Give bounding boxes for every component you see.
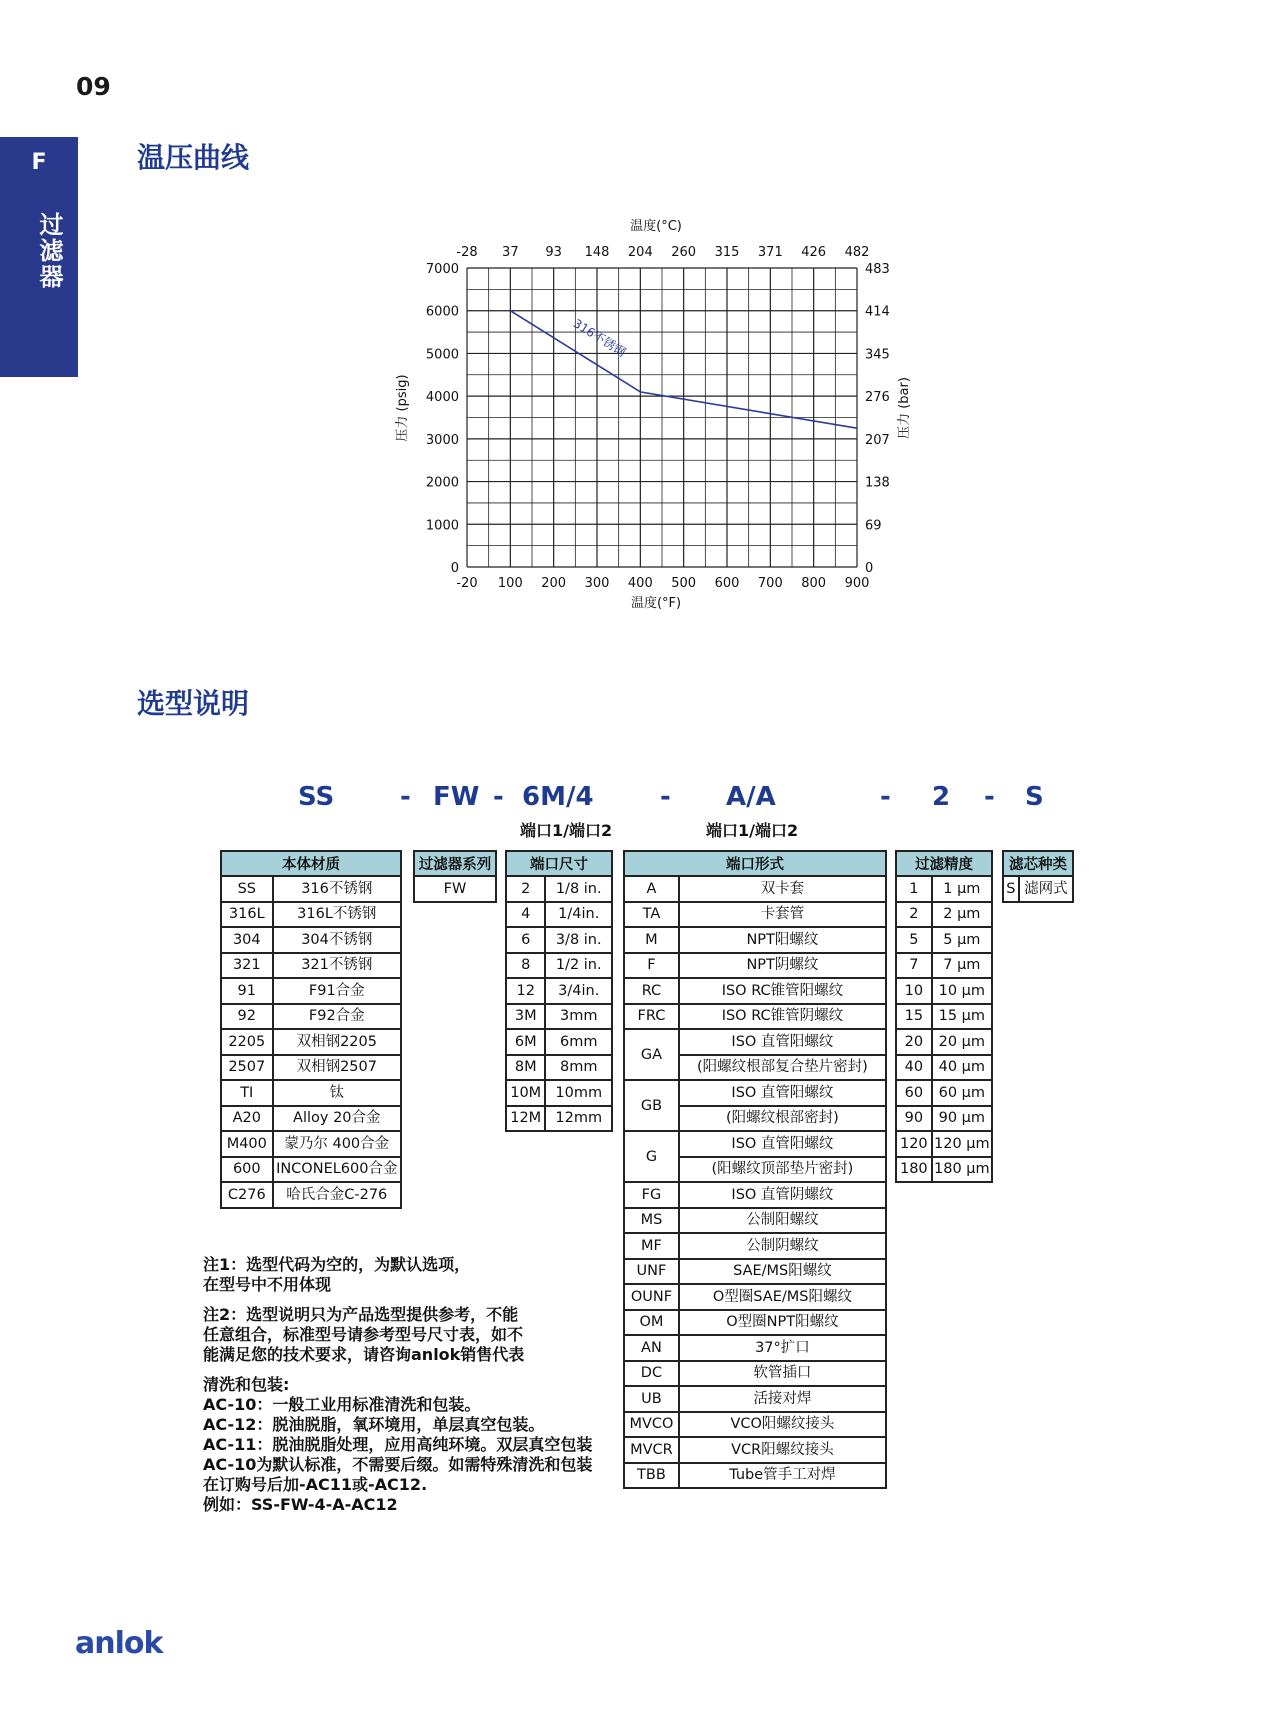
description-cell: Tube管手工对焊 [679,1463,886,1489]
model-code-precision: 2 [932,782,951,812]
model-code-sep: - [984,782,995,812]
table-row [624,1386,886,1412]
description-cell: 316L不锈钢 [273,902,401,928]
table-row [624,1233,886,1259]
description-cell: 321不锈钢 [273,953,401,979]
code-cell: M [624,927,679,953]
description-cell: 40 μm [932,1055,992,1081]
table-row [896,902,992,928]
brand-logo: anlok [75,1626,163,1661]
code-cell: 316L [221,902,273,928]
x-tick-label: 100 [497,576,523,591]
code-cell: MF [624,1233,679,1259]
table-row [896,1106,992,1132]
table-row [624,1463,886,1489]
code-cell: 10 [896,978,932,1004]
model-code-port: A/A [726,782,776,812]
x-tick-label: 900 [844,576,870,591]
note-line: 注1：选型代码为空的，为默认选项， [203,1255,471,1274]
description-cell: 钛 [273,1080,401,1106]
filter-precision-table [895,850,993,1183]
note-2 [203,1305,623,1365]
description-cell: 37°扩口 [679,1335,886,1361]
description-cell: O型圈SAE/MS阳螺纹 [679,1284,886,1310]
description-cell: 3/8 in. [545,927,612,953]
description-cell: 活接对焊 [679,1386,886,1412]
code-cell: G [624,1131,679,1182]
x-tick-label: 200 [541,576,567,591]
y2-tick-label: 0 [865,561,874,576]
description-cell: 5 μm [932,927,992,953]
code-cell: 12M [506,1106,545,1132]
table-row [221,1029,401,1055]
y-tick-label: 3000 [425,432,459,448]
notes-block [203,1255,623,1525]
y-tick-labels [426,262,459,576]
description-cell: 蒙乃尔 400合金 [273,1131,401,1157]
size-sub-label: 端口1/端口2 [520,821,613,840]
series-label: 316不锈钢 [570,316,629,360]
x2-tick-label: 204 [627,245,653,260]
description-cell: 10mm [545,1080,612,1106]
port-type-table [623,850,887,1489]
port-size-table [505,850,613,1132]
description-cell: VCR阳螺纹接头 [679,1437,886,1463]
description-cell: 10 μm [932,978,992,1004]
table-row [506,1004,612,1030]
description-cell: NPT阳螺纹 [679,927,886,953]
table-row [221,1004,401,1030]
description-cell: 公制阳螺纹 [679,1208,886,1234]
model-code-series: FW [433,782,480,812]
description-cell: 双相钢2205 [273,1029,401,1055]
description-cell: 15 μm [932,1004,992,1030]
x2-tick-label: 93 [545,245,562,260]
note-line: 注2：选型说明只为产品选型提供参考，不能 [203,1305,519,1324]
table-row [624,1310,886,1336]
code-cell: 6M [506,1029,545,1055]
table-row [896,1157,992,1183]
description-cell: 6mm [545,1029,612,1055]
table-row [221,953,401,979]
description-cell: 软管插口 [679,1361,886,1387]
table-row [221,902,401,928]
table-header: 端口尺寸 [506,851,612,876]
table-row [624,1259,886,1285]
code-cell: 10M [506,1080,545,1106]
x-tick-label: 800 [801,576,827,591]
description-cell: 180 μm [932,1157,992,1183]
note-line: 在型号中不用体现 [203,1275,332,1294]
code-cell: A20 [221,1106,273,1132]
x-tick-labels [456,576,869,591]
curve-section-title: 温压曲线 [137,141,250,174]
table-row [624,902,886,928]
x2-tick-label: -28 [456,245,478,260]
code-cell: AN [624,1335,679,1361]
y2-tick-label: 276 [865,390,890,406]
code-cell: GB [624,1080,679,1131]
table-row [624,1361,886,1387]
x-tick-label: 300 [584,576,610,591]
code-cell: 15 [896,1004,932,1030]
code-cell: MVCO [624,1412,679,1438]
model-code-sep: - [493,782,504,812]
description-cell: ISO 直管阴螺纹 [679,1182,886,1208]
code-cell: DC [624,1361,679,1387]
side-tab-label: 过滤器 [35,212,63,290]
note-line: 能满足您的技术要求，请咨询anlok销售代表 [203,1345,525,1364]
element-type-table [1002,850,1074,903]
code-cell: 120 [896,1131,932,1157]
x2-tick-label: 315 [714,245,740,260]
description-cell: 316不锈钢 [273,876,401,902]
description-cell: 12mm [545,1106,612,1132]
description-cell: 90 μm [932,1106,992,1132]
model-code-size: 6M/4 [522,782,594,812]
table-row [896,1029,992,1055]
description-cell: SAE/MS阳螺纹 [679,1259,886,1285]
model-code-material: SS [298,782,335,812]
code-cell: 5 [896,927,932,953]
x-tick-label: 500 [671,576,697,591]
description-cell: O型圈NPT阳螺纹 [679,1310,886,1336]
code-cell: 8M [506,1055,545,1081]
note-line: AC-10：一般工业用标准清洗和包装。 [203,1395,481,1414]
table-row [896,927,992,953]
note-line: 在订购号后加-AC11或-AC12. [203,1475,428,1494]
description-cell: 2 μm [932,902,992,928]
x2-tick-label: 148 [584,245,610,260]
table-row [624,953,886,979]
x-tick-label: 700 [757,576,783,591]
description-cell: 20 μm [932,1029,992,1055]
table-row [221,1080,401,1106]
table-row [624,1029,886,1055]
code-cell: C276 [221,1182,273,1208]
table-row [624,876,886,902]
description-cell: 公制阴螺纹 [679,1233,886,1259]
code-cell: 2 [896,902,932,928]
description-cell: 1/2 in. [545,953,612,979]
description-cell: 1 μm [932,876,992,902]
description-cell: NPT阴螺纹 [679,953,886,979]
description-cell: INCONEL600合金 [273,1157,401,1183]
code-cell: 40 [896,1055,932,1081]
code-cell: SS [221,876,273,902]
table-row [624,1004,886,1030]
table-row [624,927,886,953]
table-row [506,927,612,953]
table-row [506,902,612,928]
table-row [506,978,612,1004]
code-cell: FW [414,876,496,902]
code-cell: 90 [896,1106,932,1132]
x2-tick-label: 482 [844,245,870,260]
table-row [506,1029,612,1055]
y-tick-label: 5000 [425,347,459,363]
y-tick-label: 2000 [425,475,459,491]
model-code-sep: - [660,782,671,812]
code-cell: 12 [506,978,545,1004]
x2-tick-labels [456,245,869,260]
code-cell: A [624,876,679,902]
description-cell: ISO RC锥管阴螺纹 [679,1004,886,1030]
model-code-element: S [1025,782,1044,812]
table-row [624,1412,886,1438]
code-cell: M400 [221,1131,273,1157]
y2-tick-label: 345 [865,347,890,363]
table-row [896,1131,992,1157]
filter-series-table [413,850,497,903]
table-row [624,1437,886,1463]
code-cell: MS [624,1208,679,1234]
code-cell: 60 [896,1080,932,1106]
description-detail-cell: (阳螺纹根部复合垫片密封) [679,1055,886,1081]
code-cell: MVCR [624,1437,679,1463]
table-row [221,1131,401,1157]
table-row [624,1335,886,1361]
y-axis-label: 压力 (psig) [395,374,410,442]
code-cell: 600 [221,1157,273,1183]
code-cell: 304 [221,927,273,953]
port-sub-label: 端口1/端口2 [706,821,799,840]
table-row [221,978,401,1004]
table-row [896,876,992,902]
x2-tick-label: 371 [757,245,783,260]
description-cell: Alloy 20合金 [273,1106,401,1132]
code-cell: 8 [506,953,545,979]
code-cell: 92 [221,1004,273,1030]
table-row [624,1208,886,1234]
table-row [896,1004,992,1030]
body-material-table [220,850,402,1209]
code-cell: 2 [506,876,545,902]
table-row [506,1055,612,1081]
table-row [221,1055,401,1081]
table-header: 本体材质 [221,851,401,876]
y-tick-label: 4000 [425,390,459,406]
x-axis-label: 温度(°F) [630,596,682,611]
table-row [624,1284,886,1310]
table-row [1003,876,1073,902]
code-cell: F [624,953,679,979]
x-tick-label: -20 [456,576,478,591]
description-cell: ISO 直管阳螺纹 [679,1080,886,1106]
note-line: 例如：SS-FW-4-A-AC12 [203,1495,398,1514]
code-cell: FRC [624,1004,679,1030]
code-cell: 2205 [221,1029,273,1055]
description-cell: ISO 直管阳螺纹 [679,1131,886,1157]
table-row [896,1055,992,1081]
description-cell: 双卡套 [679,876,886,902]
note-line: AC-12：脱油脱脂，氧环境用，单层真空包装。 [203,1415,545,1434]
y2-tick-labels [865,262,890,576]
code-cell: S [1003,876,1019,902]
table-row [221,927,401,953]
chart-grid [467,268,857,567]
table-row [506,1106,612,1132]
description-cell: 1/8 in. [545,876,612,902]
x2-tick-label: 260 [671,245,697,260]
description-cell: 卡套管 [679,902,886,928]
table-row [414,876,496,902]
code-cell: 91 [221,978,273,1004]
code-cell: 180 [896,1157,932,1183]
code-cell: RC [624,978,679,1004]
y-tick-label: 6000 [425,304,459,320]
table-row [896,978,992,1004]
code-cell: TI [221,1080,273,1106]
table-row [221,1106,401,1132]
table-row [221,876,401,902]
model-code-sep: - [400,782,411,812]
note-line: 清洗和包装: [203,1375,290,1394]
code-cell: 20 [896,1029,932,1055]
code-cell: UNF [624,1259,679,1285]
table-row [506,876,612,902]
y-tick-label: 0 [450,561,459,576]
table-header: 过滤精度 [896,851,992,876]
table-row [506,953,612,979]
table-row [896,953,992,979]
note-line: AC-11：脱油脱脂处理，应用高纯环境。双层真空包装 [203,1435,593,1454]
code-cell: 2507 [221,1055,273,1081]
code-cell: OM [624,1310,679,1336]
description-cell: 1/4in. [545,902,612,928]
code-cell: TBB [624,1463,679,1489]
model-code-sep: - [880,782,891,812]
x-tick-label: 400 [627,576,653,591]
x2-tick-label: 426 [801,245,827,260]
description-cell: F91合金 [273,978,401,1004]
table-header: 滤芯种类 [1003,851,1073,876]
code-cell: 6 [506,927,545,953]
description-cell: VCO阳螺纹接头 [679,1412,886,1438]
description-cell: 哈氏合金C-276 [273,1182,401,1208]
table-row [896,1080,992,1106]
description-cell: 304不锈钢 [273,927,401,953]
description-cell: 滤网式 [1019,876,1073,902]
code-cell: 4 [506,902,545,928]
table-header: 过滤器系列 [414,851,496,876]
code-cell: 3M [506,1004,545,1030]
y2-axis-label: 压力 (bar) [897,377,912,439]
code-cell: GA [624,1029,679,1080]
code-cell: FG [624,1182,679,1208]
code-cell: TA [624,902,679,928]
code-cell: 7 [896,953,932,979]
note-1 [203,1255,623,1295]
description-detail-cell: (阳螺纹顶部垫片密封) [679,1157,886,1183]
code-cell: 1 [896,876,932,902]
y2-tick-label: 69 [865,518,882,534]
table-row [221,1182,401,1208]
description-cell: 3/4in. [545,978,612,1004]
y-tick-label: 7000 [425,262,459,277]
cleaning-note [203,1375,623,1515]
description-cell: 3mm [545,1004,612,1030]
description-cell: F92合金 [273,1004,401,1030]
code-cell: UB [624,1386,679,1412]
table-row [624,1131,886,1157]
table-row [506,1080,612,1106]
description-cell: 7 μm [932,953,992,979]
code-cell: 321 [221,953,273,979]
table-row [221,1157,401,1183]
note-line: AC-10为默认标准，不需要后缀。如需特殊清洗和包装 [203,1455,593,1474]
selection-section-title: 选型说明 [137,687,250,720]
description-cell: ISO RC锥管阳螺纹 [679,978,886,1004]
description-cell: 8mm [545,1055,612,1081]
description-cell: 60 μm [932,1080,992,1106]
y2-tick-label: 138 [865,475,890,491]
table-row [624,978,886,1004]
x2-tick-label: 37 [502,245,519,260]
table-row [624,1182,886,1208]
x-tick-label: 600 [714,576,740,591]
description-cell: 双相钢2507 [273,1055,401,1081]
y-tick-label: 1000 [425,518,459,534]
pressure-temperature-chart [380,210,920,620]
y2-tick-label: 483 [865,262,890,277]
note-line: 任意组合，标准型号请参考型号尺寸表，如不 [203,1325,524,1344]
description-detail-cell: (阳螺纹根部密封) [679,1106,886,1132]
table-header: 端口形式 [624,851,886,876]
side-tab-letter: F [31,150,47,175]
y2-tick-label: 414 [865,304,890,320]
page-number: 09 [76,72,111,101]
description-cell: 120 μm [932,1131,992,1157]
table-row [624,1080,886,1106]
y2-tick-label: 207 [865,432,890,448]
description-cell: ISO 直管阳螺纹 [679,1029,886,1055]
code-cell: OUNF [624,1284,679,1310]
x2-axis-label: 温度(°C) [630,219,682,234]
